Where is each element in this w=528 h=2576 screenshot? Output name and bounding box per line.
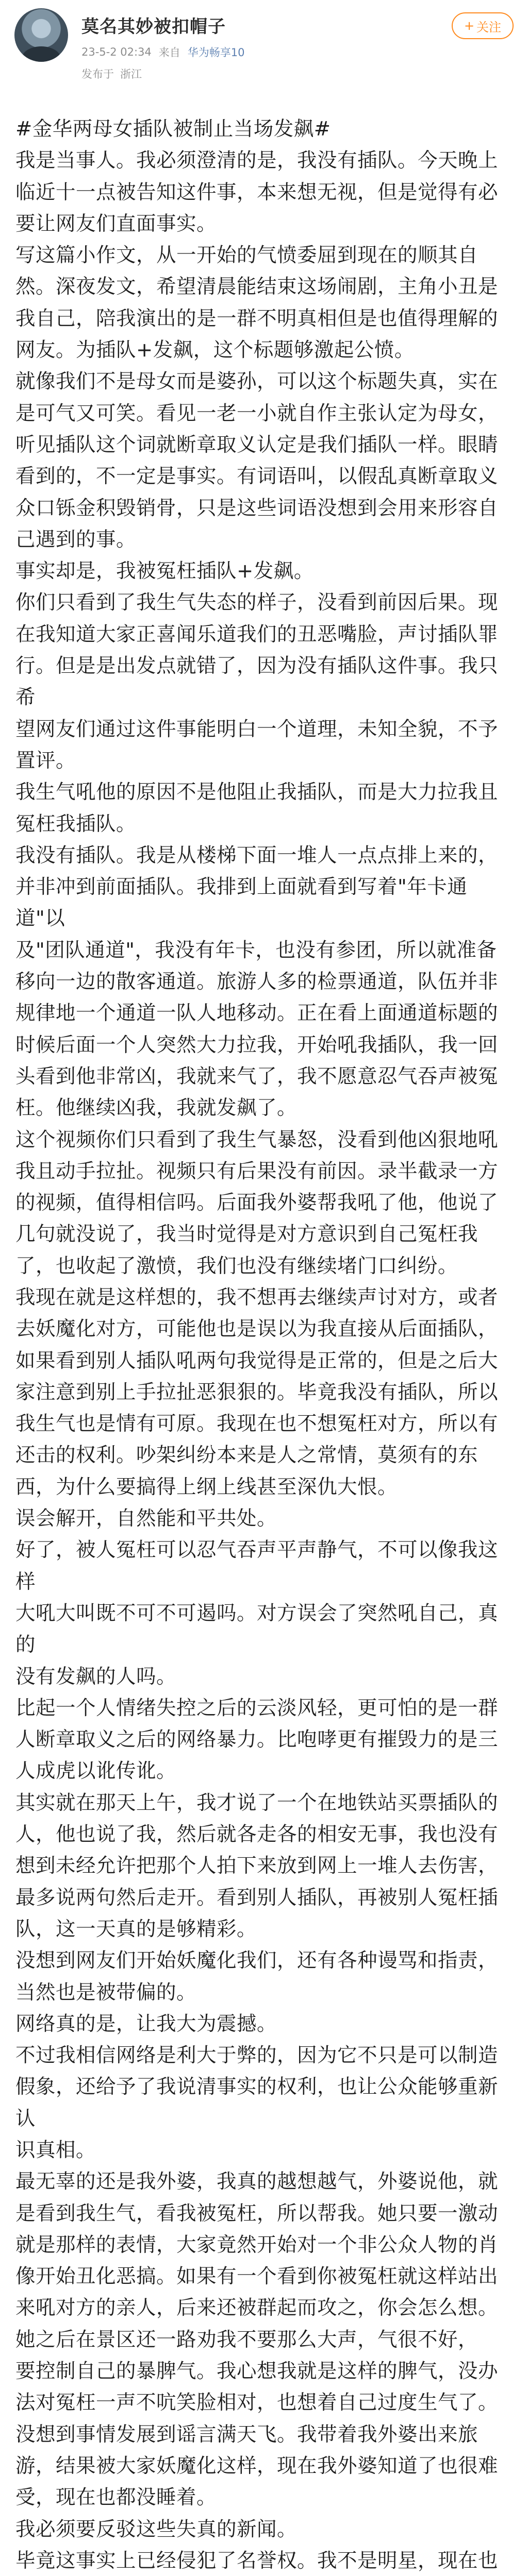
post-text-line: 我且动手拉扯。视频只有后果没有前因。录半截录一方 bbox=[15, 1159, 499, 1183]
post-text-line: 移向一边的散客通道。旅游人多的检票通道，队伍并非 bbox=[15, 970, 499, 994]
post-text-line: 当然也是被带偏的。 bbox=[15, 1980, 197, 2004]
post-text-line: 事实却是，我被冤枉插队+发飙。 bbox=[15, 560, 314, 583]
post-text-line: 西，为什么要搞得上纲上线甚至深仇大恨。 bbox=[15, 1475, 398, 1499]
author-avatar[interactable] bbox=[14, 8, 68, 62]
post-text-line: 我是当事人。我必须澄清的是，我没有插队。今天晚上 bbox=[15, 149, 499, 173]
post-text-line: 在我知道大家正喜闻乐道我们的丑恶嘴脸，声讨插队罪 bbox=[15, 622, 499, 646]
post-text-line: 众口铄金积毁销骨，只是这些词语没想到会用来形容自 bbox=[15, 496, 499, 520]
post-text-line: 假象，还给予了我说清事实的权利，也让公众能够重新认 bbox=[15, 2075, 499, 2130]
post-text-line: 还击的权利。吵架纠纷本来是人之常情，莫须有的东 bbox=[15, 1444, 478, 1467]
post-text-line: 网友。为插队+发飙，这个标题够激起公愤。 bbox=[15, 338, 415, 362]
post-text-line: 要让网友们直面事实。 bbox=[15, 212, 217, 235]
post-text-line: #金华两母女插队被制止当场发飙# bbox=[15, 117, 331, 141]
post-location bbox=[81, 66, 142, 81]
post-text-line: 好了，被人冤枉可以忍气吞声平声静气，不可以像我这样 bbox=[15, 1538, 499, 1594]
post-text-line: 枉。他继续凶我，我就发飙了。 bbox=[15, 1096, 298, 1120]
published-place: 浙江 bbox=[120, 68, 142, 80]
post-text-line: 要控制自己的暴脾气。我心想我就是这样的脾气，没办 bbox=[15, 2360, 499, 2383]
post-text-line: 看到的，不一定是事实。有词语叫，以假乱真断章取义 bbox=[15, 465, 499, 488]
post-text-line: 临近十一点被告知这件事，本来想无视，但是觉得有必 bbox=[15, 180, 499, 204]
post-text-line: 来吼对方的亲人，后来还被群起而攻之，你会怎么想。 bbox=[15, 2296, 499, 2320]
post-text-line: 就是那样的表情，大家竟然开始对一个非公众人物的肖 bbox=[15, 2233, 499, 2257]
post-text-line: 及"团队通道"，我没有年卡，也没有参团，所以就准备 bbox=[15, 938, 497, 962]
post-text-line: 头看到他非常凶，我就来气了，我不愿意忍气吞声被冤 bbox=[15, 1064, 499, 1088]
post-text-line: 网络真的是，让我大为震撼。 bbox=[15, 2012, 277, 2036]
post-text-line: 人断章取义之后的网络暴力。比咆哮更有摧毁力的是三 bbox=[15, 1728, 499, 1752]
post-source-label: 来自 bbox=[158, 46, 180, 59]
post-text-line: 最多说两句然后走开。看到别人插队，再被别人冤枉插 bbox=[15, 1886, 499, 1909]
follow-label: 关注 bbox=[476, 20, 502, 35]
post-text-line: 其实就在那天上午，我才说了一个在地铁站买票插队的 bbox=[15, 1791, 499, 1815]
post-text-line: 人成虎以讹传讹。 bbox=[15, 1759, 177, 1783]
post-text-line: 没想到事情发展到谣言满天飞。我带着我外婆出来旅 bbox=[15, 2422, 478, 2446]
follow-button[interactable] bbox=[452, 12, 514, 39]
post-meta bbox=[81, 44, 245, 60]
post-text-line: 冤枉我插队。 bbox=[15, 812, 137, 836]
post-text-line: 就像我们不是母女而是婆孙，可以这个标题失真，实在 bbox=[15, 370, 499, 394]
post-text-line: 误会解开，自然能和平共处。 bbox=[15, 1507, 277, 1531]
post-text-line: 置评。 bbox=[15, 749, 76, 772]
post-text-line: 如果看到别人插队吼两句我觉得是正常的，但是之后大 bbox=[15, 1349, 499, 1372]
author-name[interactable]: 莫名其妙被扣帽子 bbox=[81, 16, 226, 37]
post-device: 华为畅享10 bbox=[187, 46, 245, 59]
post-text-line: 我自己，陪我演出的是一群不明真相但是也值得理解的 bbox=[15, 307, 499, 330]
post-text-line: 我必须要反驳这些失真的新闻。 bbox=[15, 2517, 298, 2541]
post-text-line: 我生气也是情有可原。我现在也不想冤枉对方，所以有 bbox=[15, 1412, 499, 1436]
post-text-line: 然。深夜发文，希望清晨能结束这场闹剧，主角小丑是 bbox=[15, 275, 499, 299]
post-text-line: 想到未经允许把那个人拍下来放到网上一堆人去伤害， bbox=[15, 1854, 499, 1878]
post-text-line: 她之后在景区还一路劝我不要那么大声，气很不好， bbox=[15, 2328, 478, 2351]
post-text-line: 是看到我生气，看我被冤枉，所以帮我。她只要一激动 bbox=[15, 2201, 499, 2225]
post-text-line: 望网友们通过这件事能明白一个道理，未知全貌，不予 bbox=[15, 717, 499, 741]
post-text-line: 队，这一天真的是够精彩。 bbox=[15, 1917, 257, 1941]
post-text-line: 我没有插队。我是从楼梯下面一堆人一点点排上来的， bbox=[15, 843, 499, 867]
post-text-line: 我现在就是这样想的，我不想再去继续声讨对方，或者 bbox=[15, 1285, 499, 1309]
post-text-line: 时候后面一个人突然大力拉我，开始吼我插队，我一回 bbox=[15, 1033, 499, 1057]
post-text-line: 最无辜的还是我外婆，我真的越想越气，外婆说他，就 bbox=[15, 2170, 499, 2194]
post-text-line: 并非冲到前面插队。我排到上面就看到写着"年卡通道"以 bbox=[15, 875, 468, 930]
plus-icon: + bbox=[464, 19, 475, 33]
post-text-line: 没有发飙的人吗。 bbox=[15, 1665, 177, 1688]
post-text-line: 法对冤枉一声不吭笑脸相对，也想着自己过度生气了。 bbox=[15, 2391, 499, 2415]
post-text-line: 这个视频你们只看到了我生气暴怒，没看到他凶狠地吼 bbox=[15, 1128, 499, 1151]
post-text-line: 己遇到的事。 bbox=[15, 528, 137, 551]
post-text-line: 是可气又可笑。看见一老一小就自作主张认定为母女， bbox=[15, 401, 499, 425]
post-text-line: 几句就没说了，我当时觉得是对方意识到自己冤枉我 bbox=[15, 1223, 478, 1246]
post-text-line: 人，他也说了我，然后就各走各的相安无事，我也没有 bbox=[15, 1823, 499, 1846]
post-text-line: 去妖魔化对方，可能他也是误以为我直接从后面插队， bbox=[15, 1317, 499, 1341]
post-text-line: 毕竟这事实上已经侵犯了名誉权。我不是明星，现在也 bbox=[15, 2549, 499, 2572]
post-text-line: 的视频，值得相信吗。后面我外婆帮我吼了他，他说了 bbox=[15, 1191, 499, 1215]
post-text-line: 我生气吼他的原因不是他阻止我插队，而是大力拉我且 bbox=[15, 781, 499, 804]
post-text-line: 不过我相信网络是利大于弊的，因为它不只是可以制造 bbox=[15, 2044, 499, 2067]
post-text-line: 没想到网友们开始妖魔化我们，还有各种谩骂和指责， bbox=[15, 1949, 499, 1973]
post-text-line: 写这篇小作文，从一开始的气愤委屈到现在的顺其自 bbox=[15, 244, 478, 267]
post-text-line: 游，结果被大家妖魔化这样，现在我外婆知道了也很难 bbox=[15, 2454, 499, 2478]
post-text-line: 大吼大叫既不可不可遏吗。对方误会了突然吼自己，真的 bbox=[15, 1601, 499, 1657]
post-text-line: 像开始丑化恶搞。如果有一个看到你被冤枉就这样站出 bbox=[15, 2265, 499, 2289]
published-label: 发布于 bbox=[81, 68, 114, 80]
post-text-line: 听见插队这个词就断章取义认定是我们插队一样。眼睛 bbox=[15, 433, 499, 456]
post-body bbox=[15, 113, 513, 2576]
post-text-line: 比起一个人情绪失控之后的云淡风轻，更可怕的是一群 bbox=[15, 1696, 499, 1720]
post-text-line: 识真相。 bbox=[15, 2139, 96, 2162]
post-header bbox=[0, 0, 528, 113]
post-text-line: 你们只看到了我生气失态的样子，没看到前因后果。现 bbox=[15, 591, 499, 615]
post-date: 23-5-2 02:34 bbox=[81, 46, 152, 58]
post-text-line: 规律地一个通道一队人地移动。正在看上面通道标题的 bbox=[15, 1002, 499, 1025]
post-text-line: 家注意到别上手拉扯恶狠狠的。毕竟我没有插队，所以 bbox=[15, 1380, 499, 1404]
post-text-line: 行。但是是出发点就错了，因为没有插队这件事。我只希 bbox=[15, 654, 499, 709]
post-text-line: 了，也收起了激愤，我们也没有继续堵门口纠纷。 bbox=[15, 1254, 458, 1278]
post-text-line: 受，现在也都没睡着。 bbox=[15, 2486, 217, 2510]
